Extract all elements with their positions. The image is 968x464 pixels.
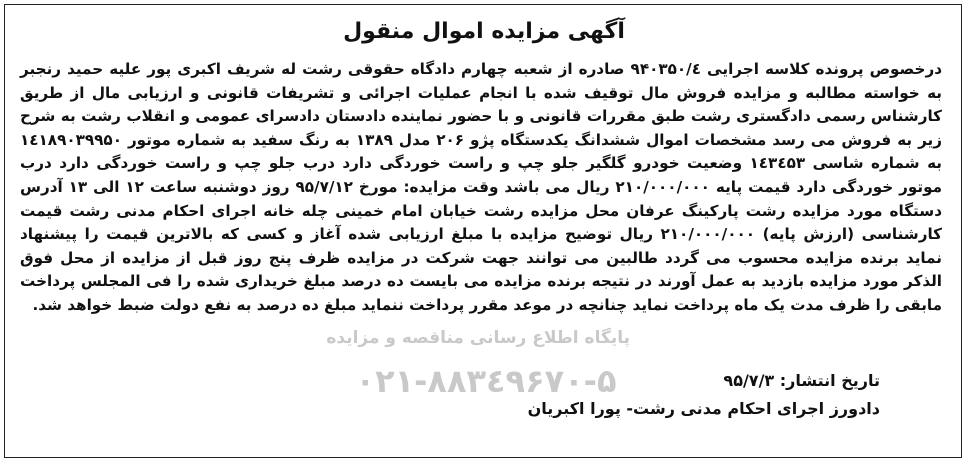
watermark-phone: ۰۲۱-۸۸۳٤۹۶۷۰-۵ bbox=[355, 362, 617, 400]
notice-body: درخصوص پرونده کلاسه اجرایی ۹۴۰۳۵۰/٤ صادره از شعبه چهارم دادگاه حقوقی رشت له شریف اکبری پور علیه حمید رنجبر به خواسته مطالبه و مزایده فروش مال توقیف شده با انجام عملیات اجرائی و تشریفات قانونی و ارزیابی مال از طریق کارشناس رسمی دادگستری رشت طبق مقررات قانونی و با حضور نماینده دادستان دادسرای عمومی و انقلاب رشت به شرح زیر به فروش می رسد مشخصات اموال ششدانگ یکدستگاه پژو ۲۰۶ مدل ۱۳۸۹ به رنگ سفید به شماره موتور ۱٤۱۸۹۰۳۹۹۵۰ به شماره شاسی ۱٤۳٤۵۳ وضعیت خودرو گلگیر جلو چپ و راست خوردگی دارد درب جلو چپ و راست خوردگی دارد درب موتور خوردگی دارد قیمت پایه ۲۱۰/۰۰۰/۰۰۰ ریال می باشد وقت مزایده: مورخ ۹۵/۷/۱۲ روز دوشنبه ساعت ۱۲ الی ۱۳ آدرس دستگاه مورد مزایده رشت پارکینگ عرفان محل مزایده رشت خیابان امام خمینی چله خانه اجرای احکام مدنی رشت قیمت کارشناسی (ارزش پایه) ۲۱۰/۰۰۰/۰۰۰ ریال توضیح مزایده با مبلغ ارزیابی شده آغاز و کسی که بالاترین قیمت را پیشنهاد نماید برنده مزایده محسوب می گردد طالبین می توانند جهت شرکت در مزایده ظرف پنج روز قبل از مزایده از محل فوق الذکر مورد مزایده بازدید به عمل آورند در نتیجه برنده مزایده می بایست ده درصد مبلغ خریداری شده را فی المجلس پرداخت مابقی را ظرف مدت یک ماه پرداخت نماید چنانچه در موعد مقرر پرداخت ننماید مبلغ ده درصد به نفع دولت ضبط خواهد شد. bbox=[20, 60, 943, 314]
watermark-site-name: پایگاه اطلاع رسانی مناقصه و مزایده bbox=[326, 328, 630, 348]
notice-title: آگهی مزایده اموال منقول bbox=[343, 19, 625, 44]
signature-line: دادورز اجرای احکام مدنی رشت- پورا اکبریان bbox=[527, 399, 880, 418]
publish-date: تاریخ انتشار: ۹۵/۷/۳ bbox=[723, 371, 880, 390]
